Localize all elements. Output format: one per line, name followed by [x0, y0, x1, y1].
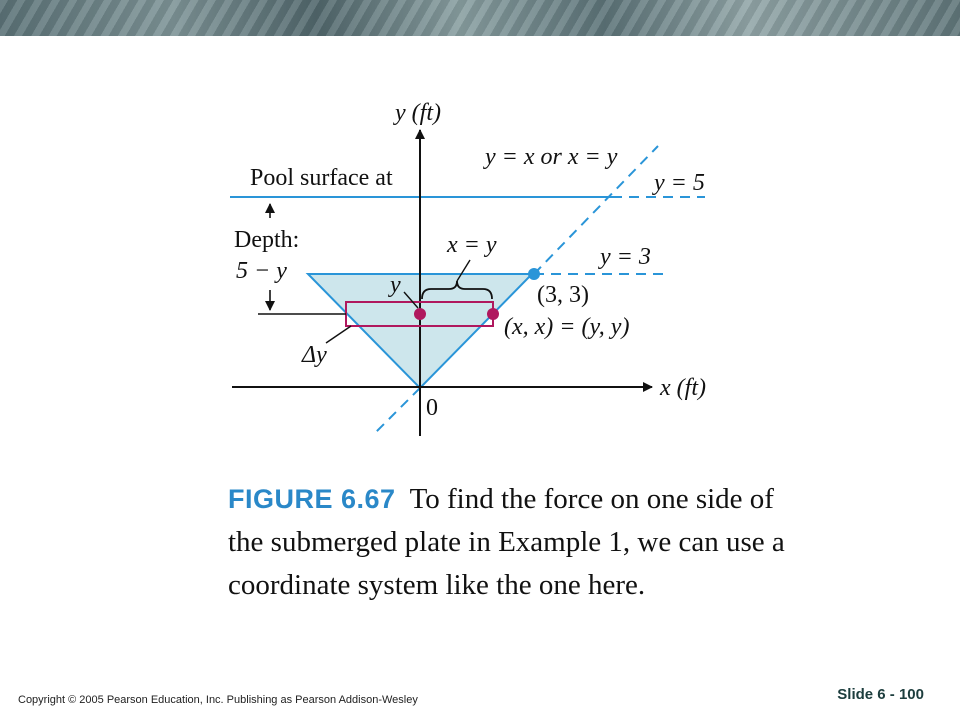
point-3-3-dot: [528, 268, 540, 280]
copyright-notice: Copyright © 2005 Pearson Education, Inc. Publishing as Pearson Addison-Wesley: [18, 694, 418, 706]
strip-half-label: x = y: [447, 232, 497, 258]
point-3-3-label: (3, 3): [537, 282, 589, 308]
line-y5-label: y = 5: [654, 170, 705, 196]
line-yx-label: y = x or x = y: [485, 144, 618, 170]
strip-edge-point: [487, 308, 499, 320]
point-xy-label: (x, x) = (y, y): [504, 314, 630, 340]
yx-dashed-lower: [373, 388, 420, 435]
pool-surface-label: Pool surface at: [250, 165, 393, 191]
figure-caption: [228, 478, 788, 607]
origin-label: 0: [426, 395, 438, 421]
delta-y-label: Δy: [302, 342, 327, 368]
delta-y-leader: [326, 326, 351, 343]
strip-center-point: [414, 308, 426, 320]
y-axis-label: y (ft): [395, 100, 441, 126]
depth-label: Depth:: [234, 227, 300, 253]
slide-number: Slide 6 - 100: [837, 686, 924, 703]
caption-text: To find the force on one side of the submerged plate in Example 1, we can use a coordinate system like the one here.: [228, 483, 785, 601]
strip-y-label: y: [390, 272, 401, 298]
x-axis-label: x (ft): [660, 375, 706, 401]
line-y3-label: y = 3: [600, 244, 651, 270]
depth-expression: 5 − y: [236, 258, 287, 284]
figure-number: FIGURE 6.67: [228, 484, 396, 514]
